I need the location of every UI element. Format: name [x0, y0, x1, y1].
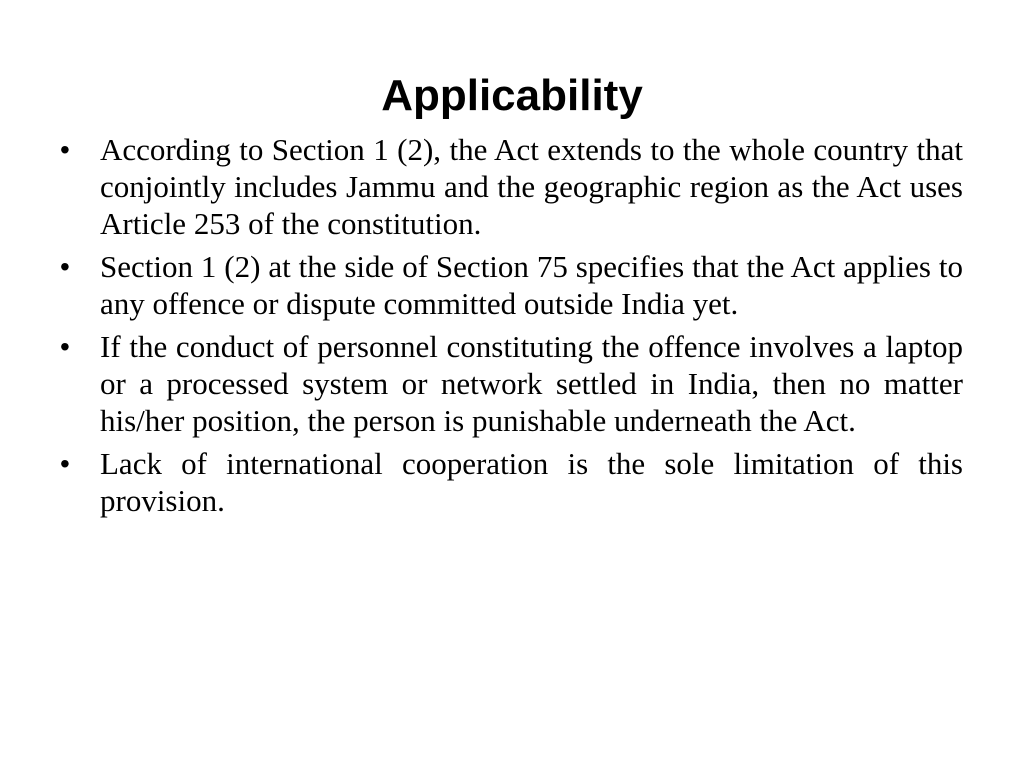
bullet-text: If the conduct of personnel constituting the offence involves a laptop or a processed system or network settled in India, then no matter his/her position, the person is punishable underneath the Act.	[100, 329, 963, 438]
bullet-icon: •	[60, 448, 70, 479]
bullet-icon: •	[60, 134, 70, 165]
bullet-text: According to Section 1 (2), the Act extends to the whole country that conjointly includes Jammu and the geographic region as the Act uses Article 253 of the constitution.	[100, 132, 963, 241]
slide-title: Applicability	[381, 71, 643, 120]
bullet-icon: •	[60, 331, 70, 362]
bullet-text: Section 1 (2) at the side of Section 75 specifies that the Act applies to any offence or dispute committed outside India yet.	[100, 249, 963, 321]
bullet-icon: •	[60, 251, 70, 282]
bullet-item	[60, 248, 963, 322]
bullet-list	[60, 131, 963, 525]
bullet-item	[60, 445, 963, 519]
bullet-item	[60, 328, 963, 439]
bullet-item	[60, 131, 963, 242]
bullet-text: Lack of international cooperation is the sole limitation of this provision.	[100, 446, 963, 518]
